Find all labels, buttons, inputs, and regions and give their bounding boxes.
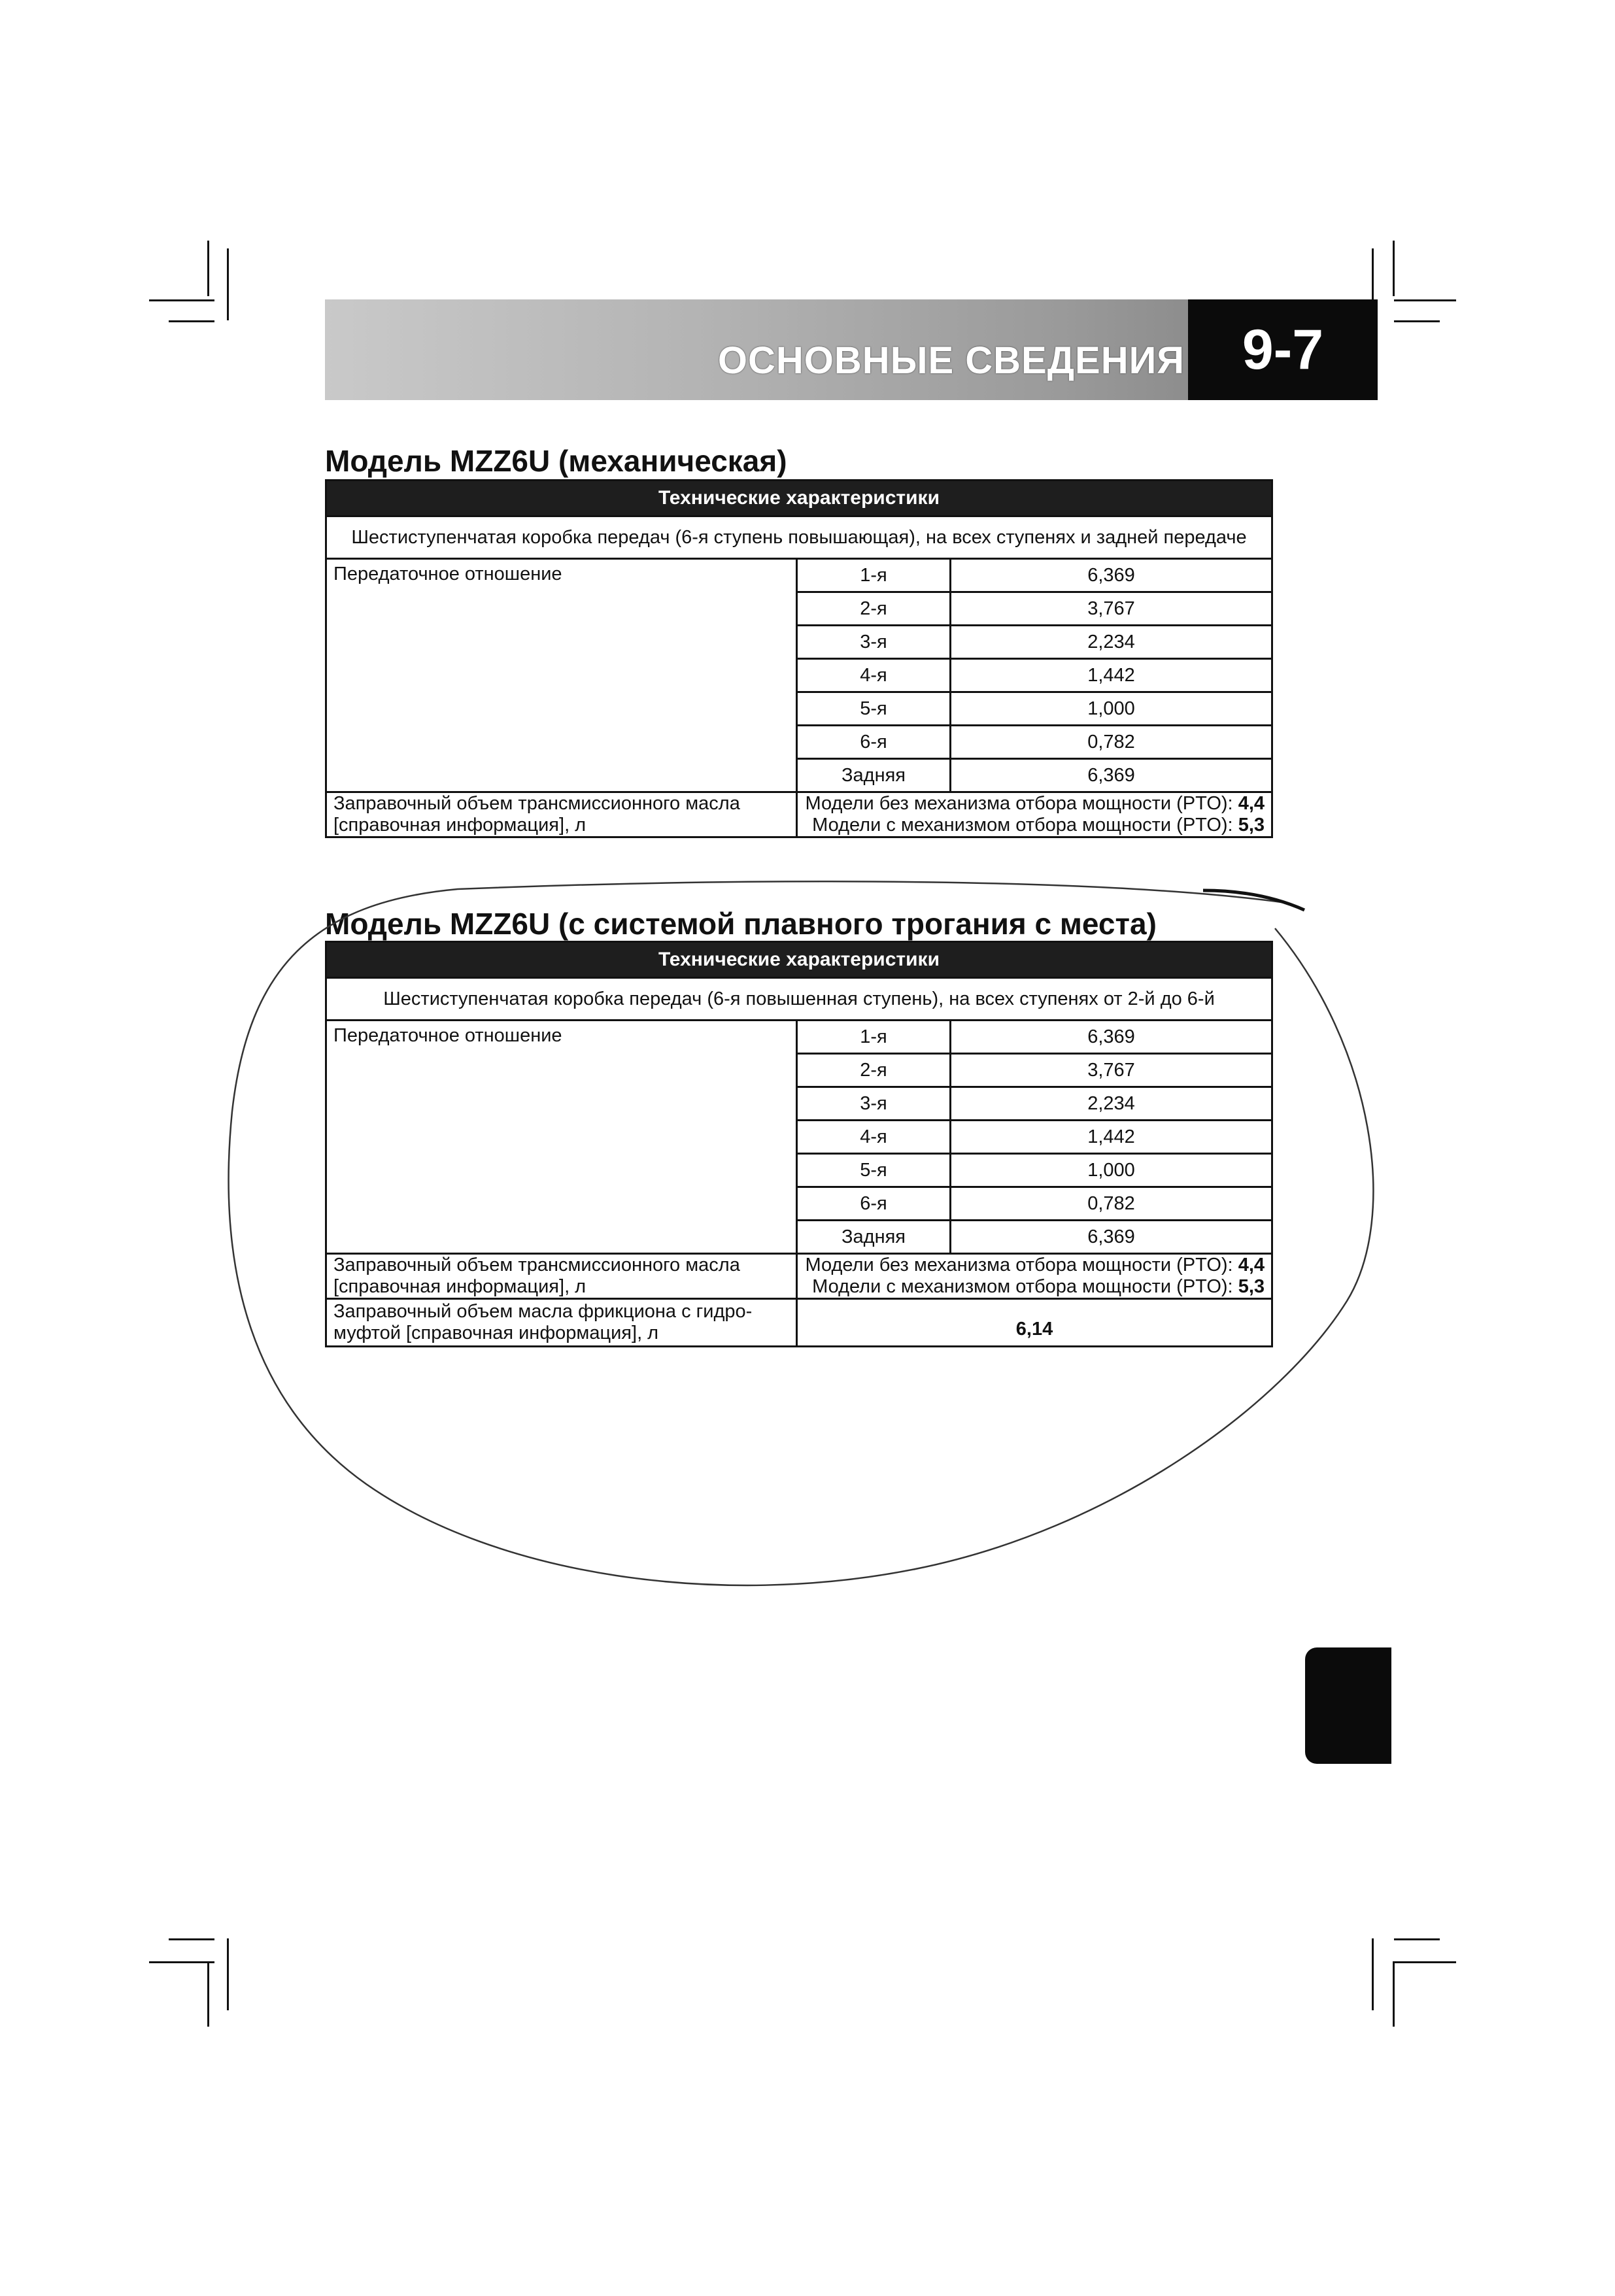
gear-ratio: 0,782 (951, 726, 1272, 759)
gear-name: 6-я (797, 1187, 951, 1221)
gear-ratio: 1,442 (951, 1121, 1272, 1154)
oil-no-pto-label: Модели без механизма отбора мощности (PTO): (805, 1255, 1233, 1275)
header-title: ОСНОВНЫЕ СВЕДЕНИЯ (717, 339, 1185, 382)
gearbox-description: Шестиступенчатая коробка передач (6-я повышенная ступень), на всех ступенях от 2-й до 6-й (326, 978, 1272, 1021)
gear-ratio: 6,369 (951, 759, 1272, 792)
gear-ratio: 3,767 (951, 592, 1272, 626)
gear-ratio: 1,000 (951, 692, 1272, 726)
gear-name: Задняя (797, 759, 951, 792)
chapter-tab-marker (1305, 1647, 1391, 1764)
gear-name: 4-я (797, 659, 951, 692)
gear-ratio: 3,767 (951, 1054, 1272, 1087)
gear-ratio: 2,234 (951, 1087, 1272, 1121)
table-header: Технические характеристики (326, 481, 1272, 516)
oil-pto-label: Модели с механизмом отбора мощности (PTO): (812, 815, 1233, 836)
gear-ratio: 0,782 (951, 1187, 1272, 1221)
gear-ratio: 6,369 (951, 1221, 1272, 1254)
gearbox-description: Шестиступенчатая коробка передач (6-я ступень повышающая), на всех ступенях и задней передаче (326, 516, 1272, 559)
table-header: Технические характеристики (326, 942, 1272, 978)
oil-pto-value: 5,3 (1238, 1276, 1265, 1297)
gear-name: 1-я (797, 1021, 951, 1054)
gear-name: 3-я (797, 626, 951, 659)
clutch-oil-label-line: муфтой [справочная информация], л (333, 1323, 659, 1343)
gear-name: Задняя (797, 1221, 951, 1254)
gear-ratio: 2,234 (951, 626, 1272, 659)
section-title-smooth-start: Модель MZZ6U (с системой плавного трогания с места) (325, 907, 1157, 941)
ratio-label: Передаточное отношение (326, 1021, 797, 1254)
clutch-oil-label-line: Заправочный объем масла фрикциона с гидро- (333, 1301, 753, 1322)
clutch-oil-value: 6,14 (797, 1299, 1272, 1347)
gear-name: 5-я (797, 692, 951, 726)
oil-label-line: [справочная информация], л (333, 1276, 586, 1297)
oil-label-line: Заправочный объем трансмиссионного масла (333, 1255, 740, 1275)
gear-name: 2-я (797, 1054, 951, 1087)
gear-name: 2-я (797, 592, 951, 626)
gear-name: 1-я (797, 559, 951, 592)
gear-name: 3-я (797, 1087, 951, 1121)
gear-name: 5-я (797, 1154, 951, 1187)
gear-ratio: 1,442 (951, 659, 1272, 692)
oil-no-pto-label: Модели без механизма отбора мощности (PTO): (805, 793, 1233, 814)
oil-no-pto-value: 4,4 (1238, 1255, 1265, 1275)
section-title-mechanical: Модель MZZ6U (механическая) (325, 444, 787, 478)
gear-name: 4-я (797, 1121, 951, 1154)
oil-label-line: Заправочный объем трансмиссионного масла (333, 793, 740, 814)
oil-label-line: [справочная информация], л (333, 815, 586, 836)
gear-ratio: 6,369 (951, 559, 1272, 592)
oil-no-pto-value: 4,4 (1238, 793, 1265, 814)
oil-pto-label: Модели с механизмом отбора мощности (PTO): (812, 1276, 1233, 1297)
gear-name: 6-я (797, 726, 951, 759)
ratio-label: Передаточное отношение (326, 559, 797, 792)
page-number: 9-7 (1188, 299, 1378, 400)
gear-ratio: 1,000 (951, 1154, 1272, 1187)
oil-pto-value: 5,3 (1238, 815, 1265, 836)
gear-ratio: 6,369 (951, 1021, 1272, 1054)
